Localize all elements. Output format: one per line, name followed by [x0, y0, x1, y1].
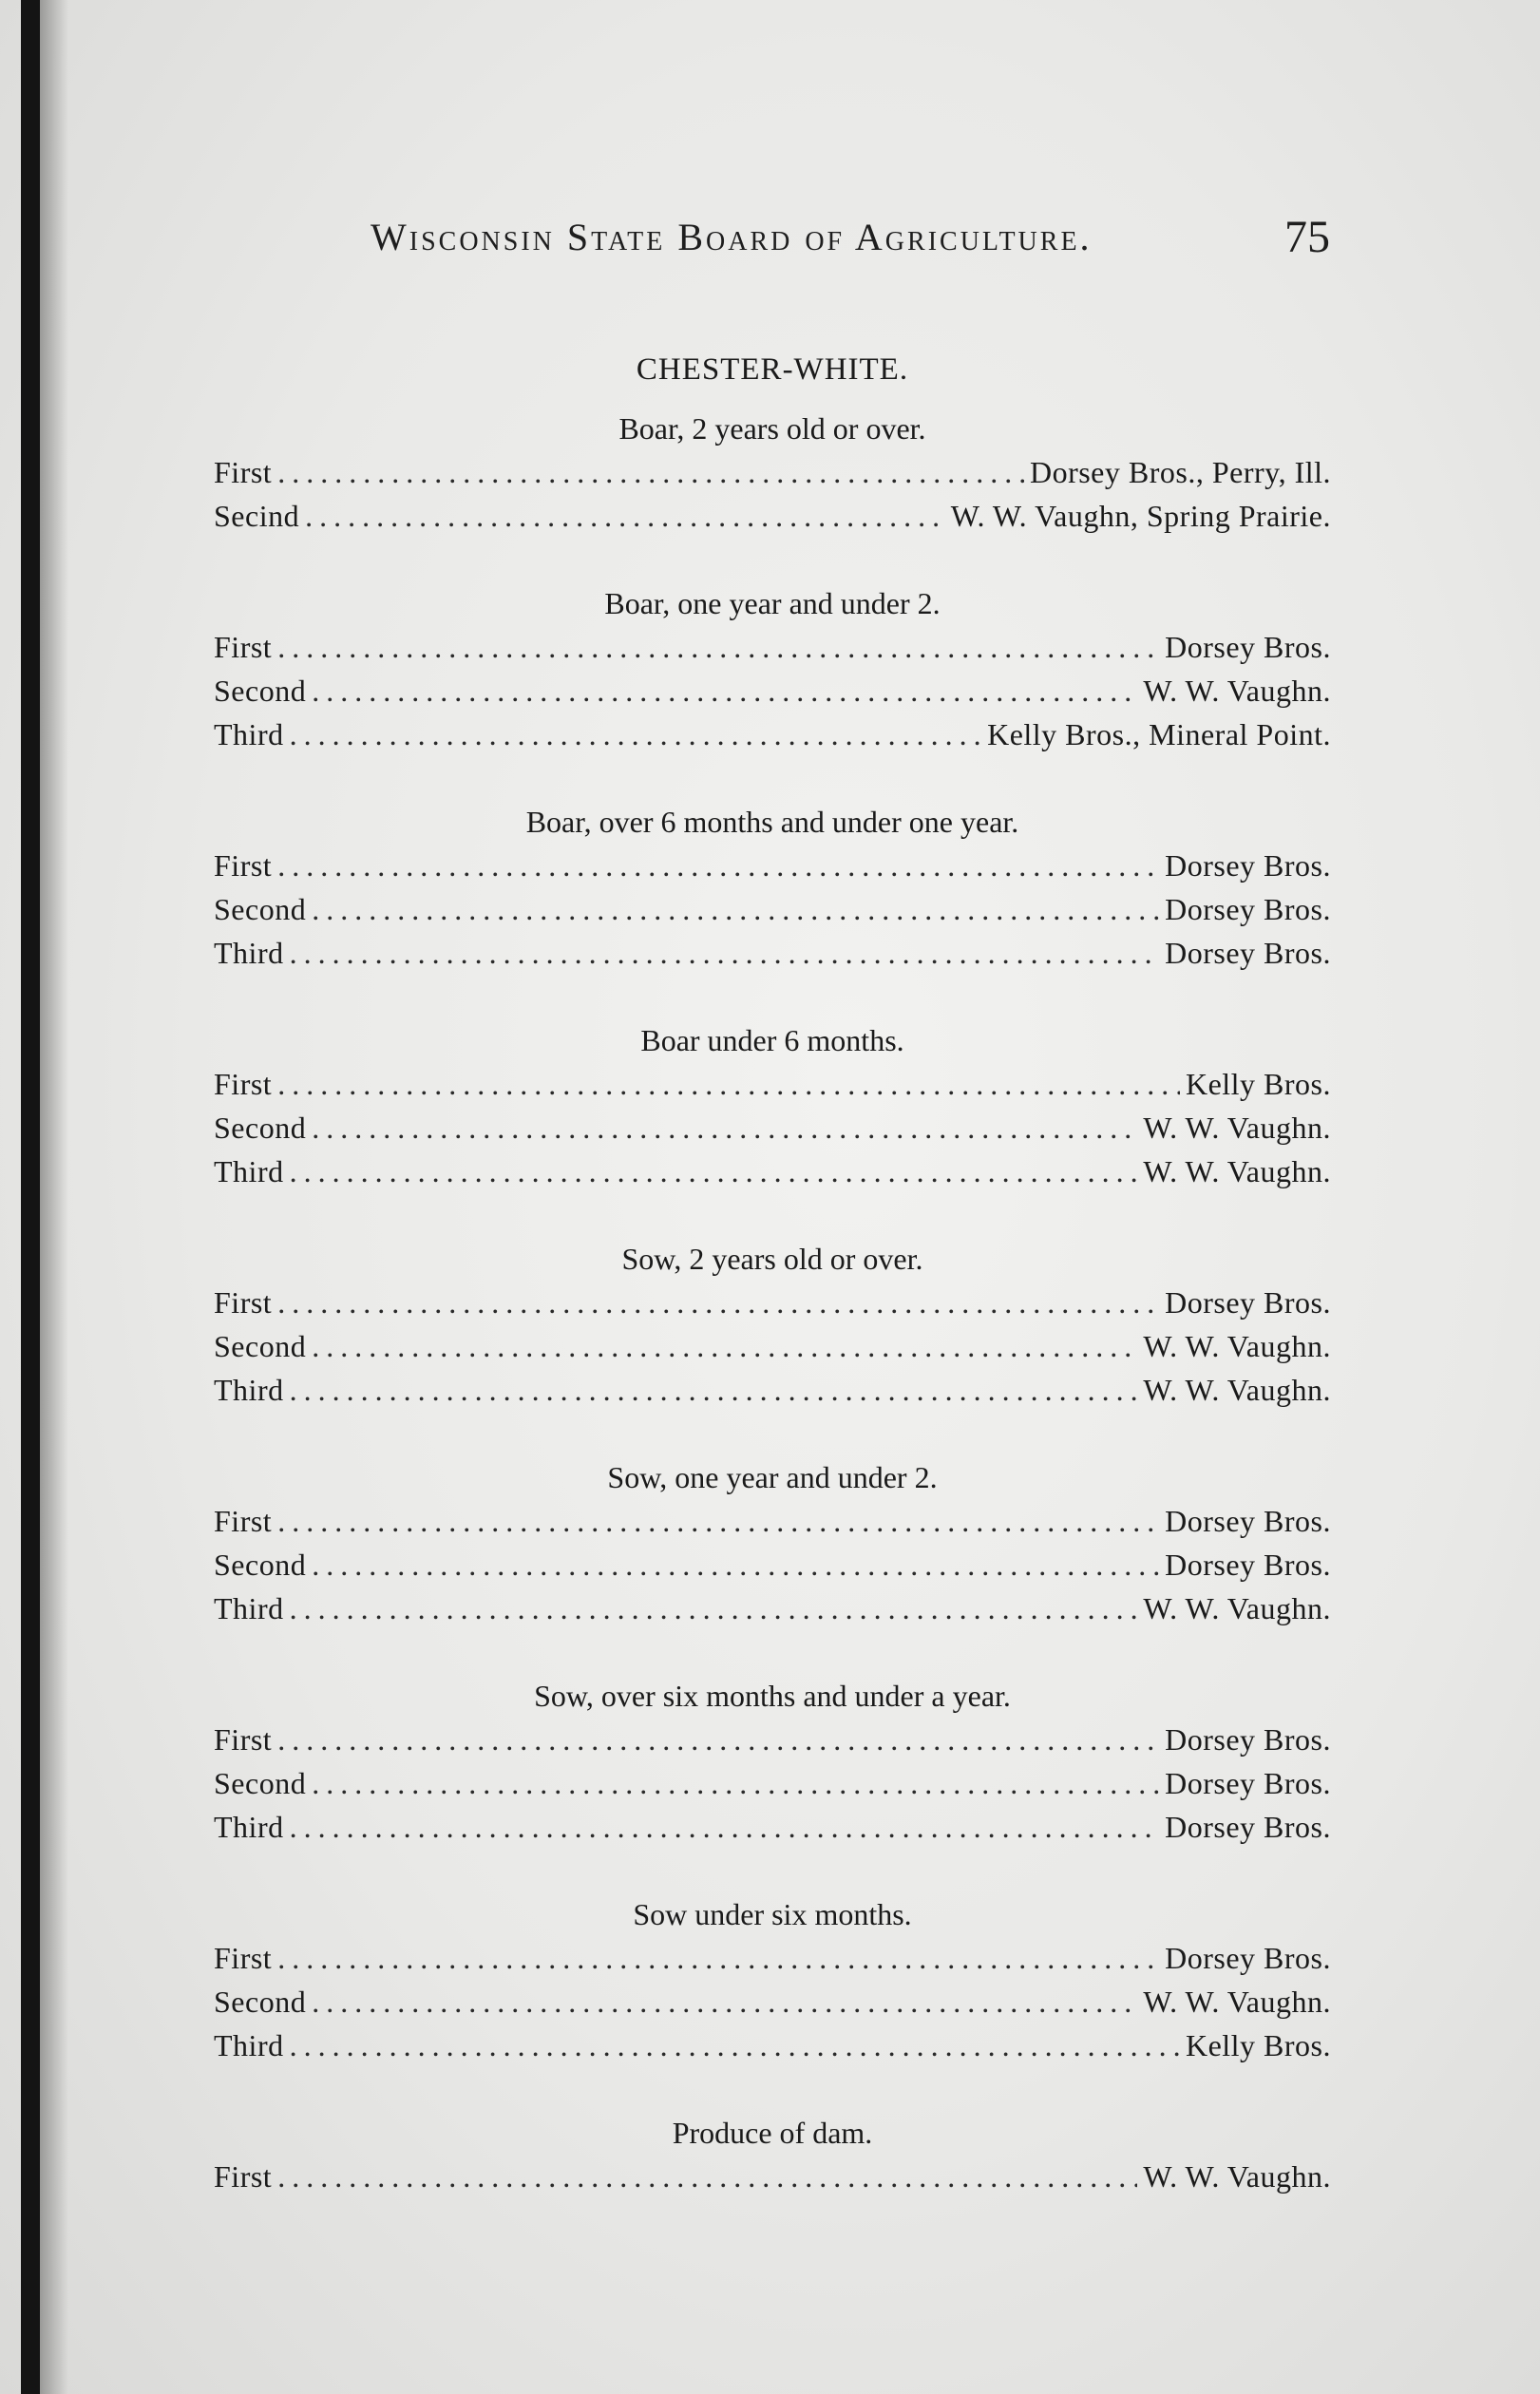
class-heading: Boar, over 6 months and under one year.: [525, 805, 1019, 839]
entry-award: W. W. Vaughn.: [1143, 1329, 1331, 1363]
award-entry: [214, 494, 1331, 538]
dot-leader: [312, 887, 1159, 931]
entry-award: Dorsey Bros.: [1165, 1722, 1331, 1757]
award-entry: [214, 1718, 1331, 1761]
entry-place: Second: [214, 674, 307, 708]
entry-award: Kelly Bros.: [1185, 1067, 1331, 1101]
entry-place: Third: [214, 936, 284, 970]
award-entry: [214, 1805, 1331, 1849]
award-class: [214, 2111, 1331, 2198]
class-heading: Sow, 2 years old or over.: [621, 1242, 923, 1276]
entry-award: Dorsey Bros.: [1165, 630, 1331, 664]
award-class: [214, 1455, 1331, 1630]
award-entry: [214, 1936, 1331, 1980]
dot-leader: [305, 494, 945, 538]
award-class: [214, 1018, 1331, 1193]
entry-place: Second: [214, 1111, 307, 1145]
entry-award: Kelly Bros.: [1185, 2028, 1331, 2062]
dot-leader: [290, 1368, 1138, 1412]
entry-place: Second: [214, 892, 307, 926]
dot-leader: [277, 450, 1024, 494]
entry-place: Third: [214, 1154, 284, 1188]
dot-leader: [290, 1805, 1160, 1849]
entry-place: Second: [214, 1985, 307, 2019]
dot-leader: [277, 844, 1159, 887]
award-entry: [214, 931, 1331, 975]
entry-place: First: [214, 1285, 273, 1320]
class-heading: Boar under 6 months.: [640, 1023, 904, 1057]
award-entry: [214, 1106, 1331, 1150]
dot-leader: [290, 1150, 1138, 1193]
class-heading: Sow, over six months and under a year.: [534, 1679, 1011, 1713]
section-title: CHESTER-WHITE.: [636, 352, 909, 387]
book-spine-edge: [21, 0, 40, 2394]
dot-leader: [277, 1936, 1159, 1980]
entry-award: W. W. Vaughn.: [1143, 1154, 1331, 1188]
award-entry: [214, 1761, 1331, 1805]
entry-award: W. W. Vaughn.: [1143, 2159, 1331, 2194]
award-class: [214, 1892, 1331, 2067]
entry-award: W. W. Vaughn.: [1143, 1591, 1331, 1625]
entry-place: Secind: [214, 499, 300, 533]
entry-place: Third: [214, 1373, 284, 1407]
entry-award: W. W. Vaughn.: [1143, 1111, 1331, 1145]
entry-place: Third: [214, 1591, 284, 1625]
dot-leader: [277, 2155, 1137, 2198]
running-head: [371, 212, 1330, 276]
entry-place: First: [214, 455, 273, 489]
award-class: [214, 1237, 1331, 1412]
award-class: [214, 800, 1331, 975]
entry-award: Dorsey Bros.: [1165, 1810, 1331, 1844]
award-entry: [214, 1586, 1331, 1630]
dot-leader: [312, 1980, 1137, 2024]
dot-leader: [312, 1761, 1159, 1805]
entry-award: Dorsey Bros.: [1165, 1766, 1331, 1800]
dot-leader: [290, 712, 981, 756]
dot-leader: [277, 1499, 1159, 1543]
award-entry: [214, 1368, 1331, 1412]
award-entry: [214, 625, 1331, 669]
award-entry: [214, 1062, 1331, 1106]
entry-place: Second: [214, 1548, 307, 1582]
entry-award: W. W. Vaughn.: [1143, 1985, 1331, 2019]
entry-award: Dorsey Bros.: [1165, 1504, 1331, 1538]
entry-place: First: [214, 1722, 273, 1757]
dot-leader: [312, 669, 1137, 712]
award-entry: [214, 1281, 1331, 1324]
entry-place: First: [214, 2159, 273, 2194]
class-heading: Sow, one year and under 2.: [607, 1460, 938, 1494]
award-entry: [214, 1980, 1331, 2024]
entry-award: Dorsey Bros.: [1165, 1548, 1331, 1582]
award-entry: [214, 669, 1331, 712]
award-entry: [214, 2155, 1331, 2198]
award-entry: [214, 1150, 1331, 1193]
entry-award: Dorsey Bros., Perry, Ill.: [1029, 455, 1331, 489]
award-classes: [214, 407, 1331, 2198]
dot-leader: [277, 1718, 1159, 1761]
dot-leader: [312, 1543, 1159, 1586]
dot-leader: [290, 1586, 1138, 1630]
entry-award: Dorsey Bros.: [1165, 936, 1331, 970]
entry-place: First: [214, 630, 273, 664]
entry-place: First: [214, 1067, 273, 1101]
entry-award: W. W. Vaughn.: [1143, 674, 1331, 708]
entry-place: Third: [214, 717, 284, 751]
class-heading: Sow under six months.: [633, 1897, 912, 1931]
award-entry: [214, 712, 1331, 756]
dot-leader: [277, 1281, 1159, 1324]
entry-award: Dorsey Bros.: [1165, 848, 1331, 883]
entry-place: First: [214, 1504, 273, 1538]
award-class: [214, 1674, 1331, 1849]
running-head-title: Wisconsin State Board of Agriculture.: [371, 216, 1093, 258]
entry-place: Second: [214, 1766, 307, 1800]
dot-leader: [277, 1062, 1180, 1106]
dot-leader: [312, 1324, 1137, 1368]
class-heading: Boar, 2 years old or over.: [618, 411, 926, 446]
award-entry: [214, 1499, 1331, 1543]
page-number: 75: [1284, 212, 1330, 262]
entry-place: Third: [214, 1810, 284, 1844]
award-entry: [214, 450, 1331, 494]
award-entry: [214, 887, 1331, 931]
dot-leader: [277, 625, 1159, 669]
award-class: [214, 581, 1331, 756]
class-heading: Boar, one year and under 2.: [604, 586, 941, 620]
entry-award: Kelly Bros., Mineral Point.: [987, 717, 1331, 751]
award-entry: [214, 1543, 1331, 1586]
award-entry: [214, 844, 1331, 887]
entry-award: W. W. Vaughn, Spring Prairie.: [950, 499, 1331, 533]
entry-place: Second: [214, 1329, 307, 1363]
entry-award: Dorsey Bros.: [1165, 1941, 1331, 1975]
premium-list: [214, 350, 1331, 2242]
entry-award: Dorsey Bros.: [1165, 892, 1331, 926]
entry-award: W. W. Vaughn.: [1143, 1373, 1331, 1407]
entry-award: Dorsey Bros.: [1165, 1285, 1331, 1320]
entry-place: First: [214, 848, 273, 883]
award-class: [214, 407, 1331, 538]
dot-leader: [290, 2024, 1180, 2067]
spine-shadow: [40, 0, 68, 2394]
dot-leader: [312, 1106, 1137, 1150]
entry-place: Third: [214, 2028, 284, 2062]
award-entry: [214, 2024, 1331, 2067]
award-entry: [214, 1324, 1331, 1368]
dot-leader: [290, 931, 1160, 975]
entry-place: First: [214, 1941, 273, 1975]
class-heading: Produce of dam.: [672, 2116, 873, 2150]
